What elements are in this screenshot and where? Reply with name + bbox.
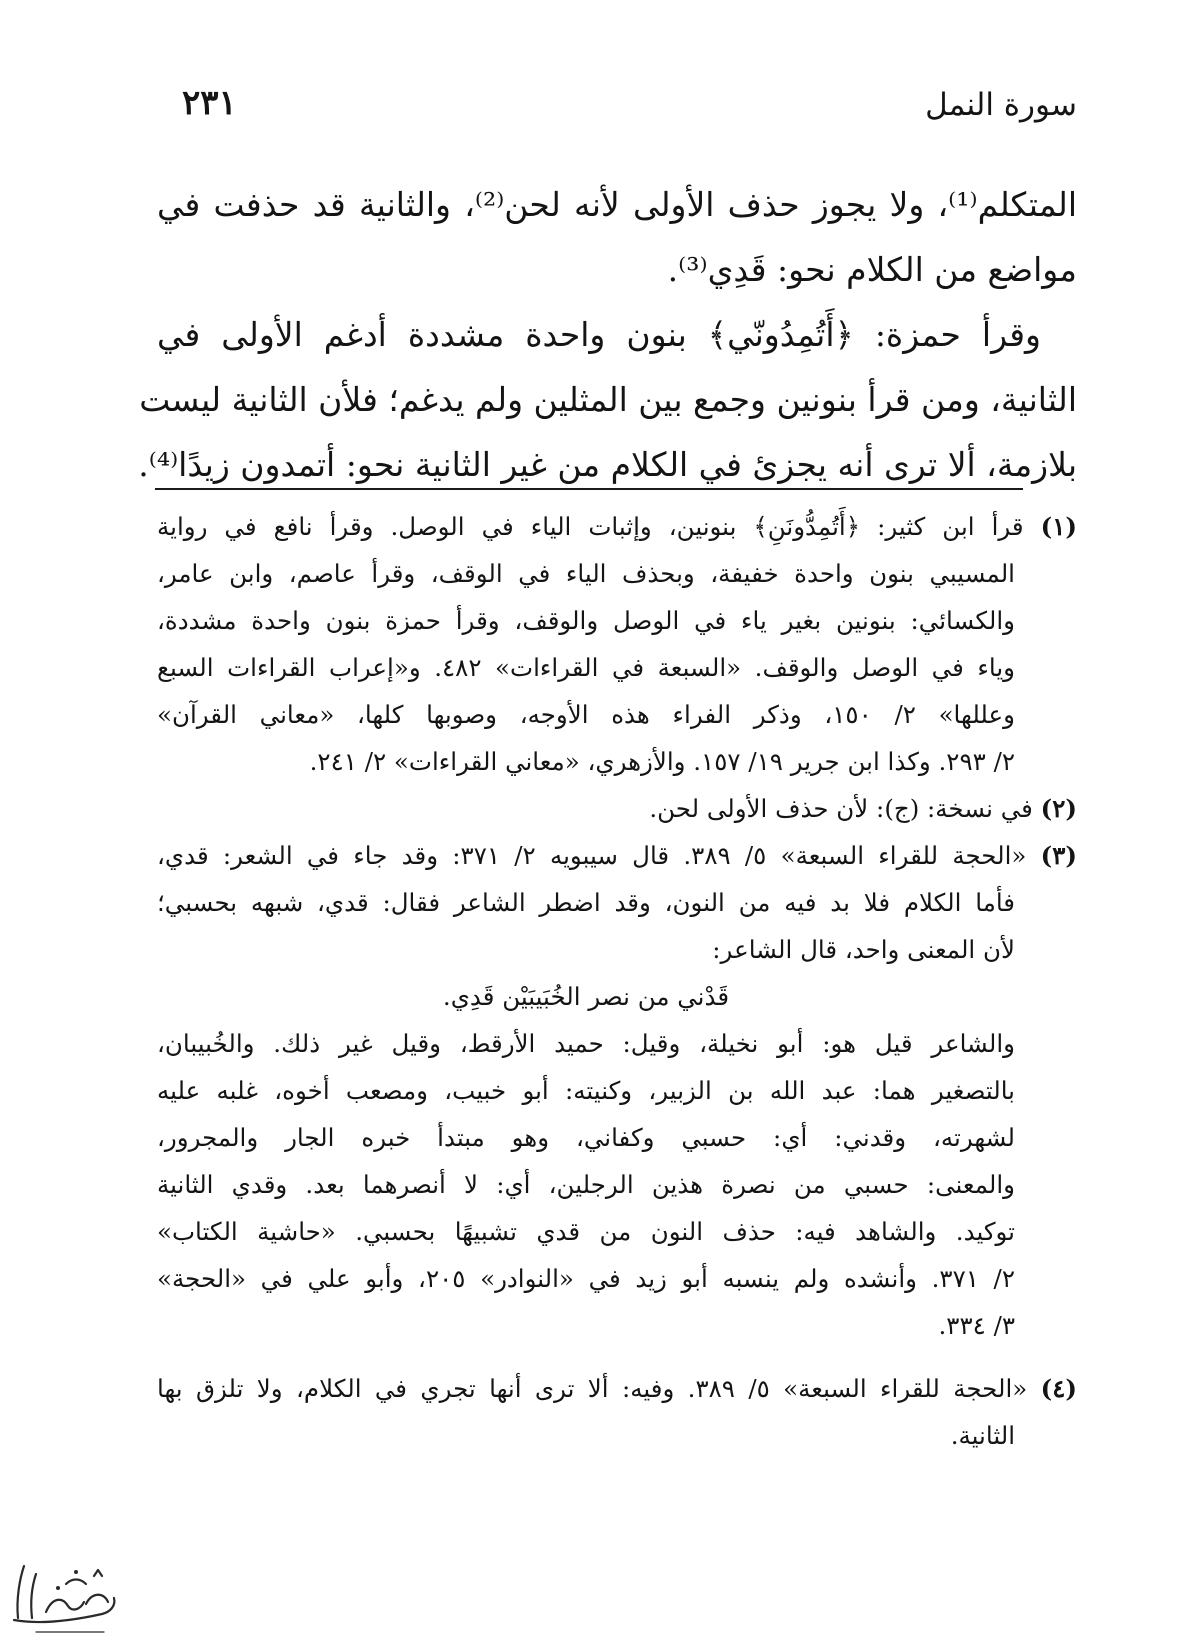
footnote-number: (٤) [1040, 1374, 1078, 1403]
main-text [138, 172, 1077, 497]
footnote-text: في نسخة: (ج): لأن حذف الأولى لحن. [649, 794, 1033, 823]
footnote-3-line: لشهرته، وقدني: أي: حسبي وكفاني، وهو مبتدأ خبره الجار والمجرور، [157, 1123, 1015, 1152]
footnote-text: «الحجة للقراء السبعة» ٥/ ٣٨٩. وفيه: ألا ترى أنها تجري في الكلام، ولا تلزق بها [157, 1374, 1028, 1403]
footnote-1-line [157, 503, 1077, 550]
footnote-2-line [157, 785, 1077, 832]
footnote-3-line: بالتصغير هما: عبد الله بن الزبير، وكنيته: أبو خبيب، ومصعب أخوه، غلبه عليه [157, 1076, 1015, 1105]
publisher-logo-icon [6, 1548, 126, 1640]
footnote-1-line: وياء في الوصل والوقف. «السبعة في القراءات» ٤٨٢. و«إعراب القراءات السبع [157, 653, 1015, 682]
footnote-3-line: لأن المعنى واحد، قال الشاعر: [712, 935, 1015, 964]
footnote-1-line: ٢/ ٢٩٣. وكذا ابن جرير ١٩/ ١٥٧. والأزهري، «معاني القراءات» ٢/ ٢٤١. [309, 747, 1015, 776]
main-line: الثانية، ومن قرأ بنونين وجمع بين المثلين ولم يدغم؛ فلأن الثانية ليست [139, 380, 1077, 419]
main-line: مواضع من الكلام نحو: قَدِي⁽³⁾. [667, 250, 1077, 289]
footnote-number: (٢) [1040, 794, 1077, 823]
poetry-verse: قَدْني من نصر الخُبَيبَيْن قَدِي. [442, 982, 730, 1011]
main-line: وقرأ حمزة: ﴿أَتُمِدُونّي﴾ بنون واحدة مشددة أدغم الأولى في [157, 315, 1041, 354]
footnote-3-line [157, 832, 1077, 879]
footnote-divider [155, 488, 1023, 490]
footnote-number: (١) [1040, 512, 1077, 541]
footnote-4-line: الثانية. [950, 1421, 1015, 1450]
main-line: بلازمة، ألا ترى أنه يجزئ في الكلام من غير الثانية نحو: أتمدون زيدًا⁽⁴⁾. [138, 445, 1077, 484]
main-line: المتكلم⁽¹⁾، ولا يجوز حذف الأولى لأنه لحن⁽²⁾، والثانية قد حذفت في [157, 185, 1077, 224]
footnote-number: (٣) [1040, 841, 1077, 870]
running-title: سورة النمل [925, 87, 1077, 123]
footnote-1-line: والكسائي: بنونين بغير ياء في الوصل والوقف، وقرأ حمزة بنون واحدة مشددة، [157, 606, 1015, 635]
footnote-text: قرأ ابن كثير: ﴿أَتُمِدُّونَنِ﴾ بنونين، وإثبات الياء في الوصل. وقرأ نافع في رواية [157, 512, 1024, 541]
page-number: ٢٣١ [182, 83, 237, 123]
footnote-3-line: والمعنى: حسبي من نصرة هذين الرجلين، أي: لا أنصرهما بعد. وقدي الثانية [157, 1170, 1015, 1199]
footnote-3-line: ٢/ ٣٧١. وأنشده ولم ينسبه أبو زيد في «النوادر» ٢٠٥، وأبو علي في «الحجة» [157, 1264, 1015, 1293]
footnote-1-line: المسيبي بنون واحدة خفيفة، وبحذف الياء في الوقف، وقرأ عاصم، وابن عامر، [157, 559, 1015, 588]
footnotes [157, 503, 1077, 1459]
footnote-3-line: والشاعر قيل هو: أبو نخيلة، وقيل: حميد الأرقط، وقيل غير ذلك. والخُبيبان، [157, 1029, 1015, 1058]
footnote-1-line: وعللها» ٢/ ١٥٠، وذكر الفراء هذه الأوجه، وصوبها كلها، «معاني القرآن» [157, 700, 1015, 729]
footnote-3-line: ٣/ ٣٣٤. [938, 1311, 1015, 1340]
footnote-3-line: توكيد. والشاهد فيه: حذف النون من قدي تشبيهًا بحسبي. «حاشية الكتاب» [157, 1217, 1015, 1246]
footnote-3-line: فأما الكلام فلا بد فيه من النون، وقد اضطر الشاعر فقال: قدي، شبهه بحسبي؛ [157, 888, 1015, 917]
footnote-4-line [157, 1365, 1077, 1412]
footnote-text: «الحجة للقراء السبعة» ٥/ ٣٨٩. قال سيبويه ٢/ ٣٧١: وقد جاء في الشعر: قدي، [157, 841, 1027, 870]
